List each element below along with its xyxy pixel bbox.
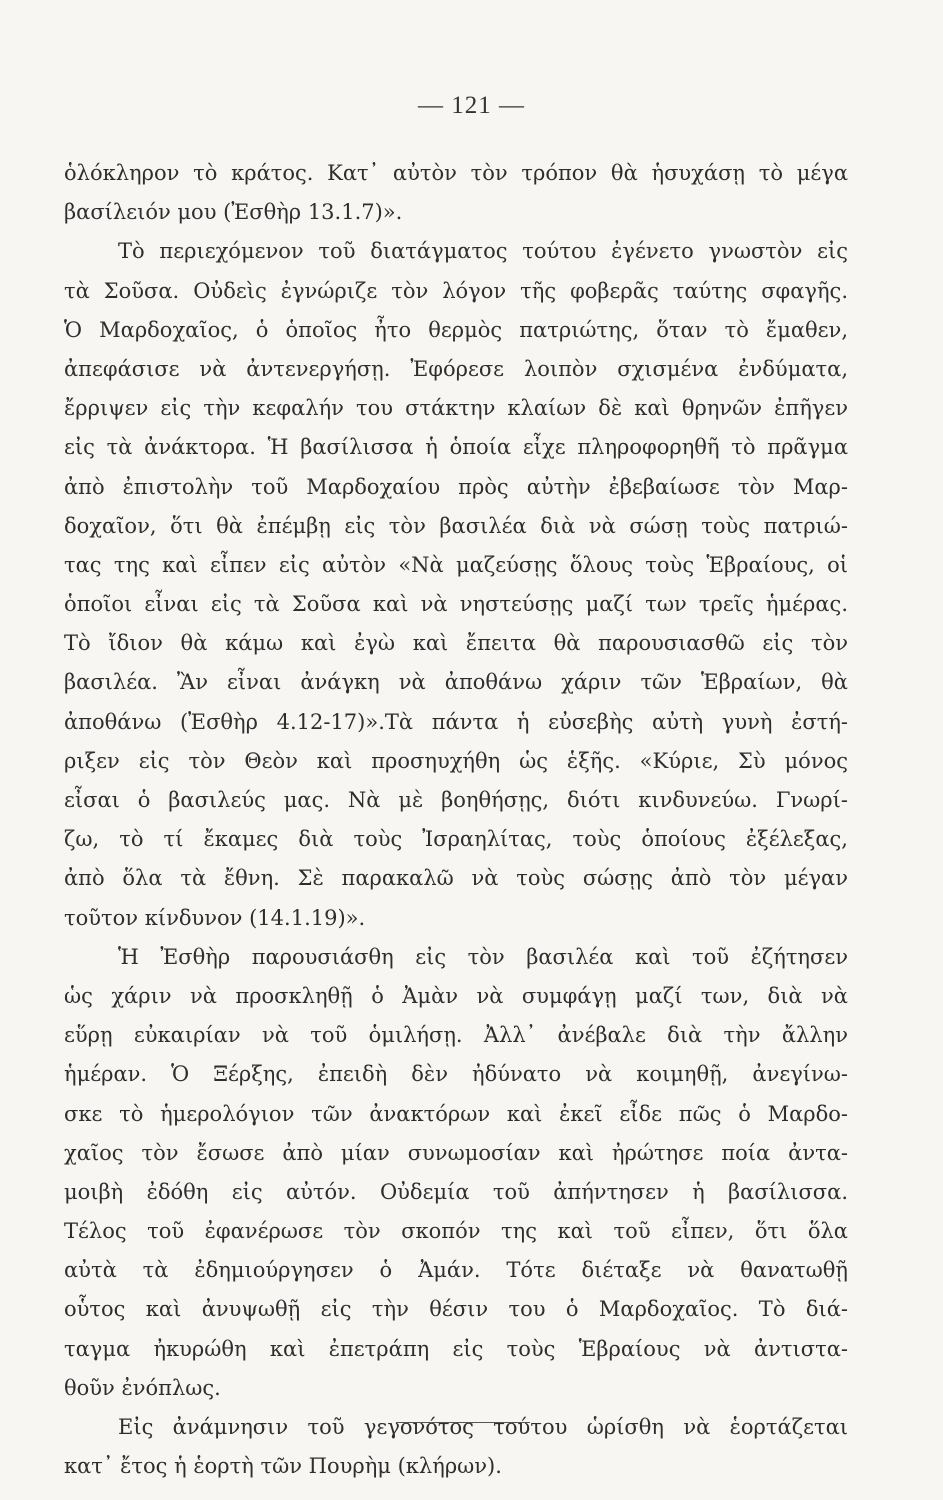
text-line: εἰς τὰ ἀνάκτορα. Ἡ βασίλισσα ἡ ὁποία εἶχε πληροφορηθῆ τὸ πρᾶγμα: [64, 435, 848, 460]
text-line: ἔρριψεν εἰς τὴν κεφαλήν του στάκτην κλαίων δὲ καὶ θρηνῶν ἐπῆγεν: [64, 396, 848, 421]
text-line: τοῦτον κίνδυνον (14.1.19)».: [64, 905, 366, 930]
text-line: ἀποθάνω (Ἐσθὴρ 4.12-17)».Τὰ πάντα ἡ εὐσεβὴς αὐτὴ γυνὴ ἐστή-: [64, 709, 848, 734]
text-line: θοῦν ἐνόπλως.: [64, 1375, 221, 1400]
text-line: ὁλόκληρον τὸ κράτος. Κατ᾽ αὐτὸν τὸν τρόπον θὰ ἡσυχάσῃ τὸ μέγα: [64, 161, 848, 185]
page-number: — 121 —: [418, 92, 525, 119]
text-line: ἀπὸ ἐπιστολὴν τοῦ Μαρδοχαίου πρὸς αὐτὴν ἐβεβαίωσε τὸν Μαρ-: [64, 474, 848, 499]
text-line: οὗτος καὶ ἀνυψωθῇ εἰς τὴν θέσιν του ὁ Μαρδοχαῖος. Τὸ διά-: [64, 1297, 848, 1322]
body-text: [64, 154, 848, 1486]
text-line: ἀπὸ ὅλα τὰ ἔθνη. Σὲ παρακαλῶ νὰ τοὺς σώσῃς ἀπὸ τὸν μέγαν: [64, 866, 848, 891]
text-line: δοχαῖον, ὅτι θὰ ἐπέμβῃ εἰς τὸν βασιλέα διὰ νὰ σώσῃ τοὺς πατριώ-: [64, 513, 848, 538]
text-line: αὐτὰ τὰ ἐδημιούργησεν ὁ Ἀμάν. Τότε διέταξε νὰ θανατωθῇ: [64, 1258, 848, 1283]
text-line: ριξεν εἰς τὸν Θεὸν καὶ προσηυχήθη ὡς ἑξῆς. «Κύριε, Σὺ μόνος: [64, 748, 848, 773]
text-line: Ἡ Ἐσθὴρ παρουσιάσθη εἰς τὸν βασιλέα καὶ τοῦ ἐζήτησεν: [118, 944, 848, 969]
text-line: εἶσαι ὁ βασιλεύς μας. Νὰ μὲ βοηθήσῃς, διότι κινδυνεύω. Γνωρί-: [64, 788, 848, 812]
text-line: τας της καὶ εἶπεν εἰς αὐτὸν «Νὰ μαζεύσῃς ὅλους τοὺς Ἑβραίους, οἱ: [64, 552, 848, 577]
text-line: βασιλέα. Ἂν εἶναι ἀνάγκη νὰ ἀποθάνω χάριν τῶν Ἑβραίων, θὰ: [64, 670, 848, 695]
text-line: ἀπεφάσισε νὰ ἀντενεργήσῃ. Ἐφόρεσε λοιπὸν σχισμένα ἐνδύματα,: [64, 356, 848, 381]
end-divider: [396, 1422, 530, 1423]
text-line: τὰ Σοῦσα. Οὐδεὶς ἐγνώριζε τὸν λόγον τῆς φοβερᾶς ταύτης σφαγῆς.: [64, 278, 848, 303]
text-line: ὡς χάριν νὰ προσκληθῇ ὁ Ἀμὰν νὰ συμφάγῃ μαζί των, διὰ νὰ: [64, 983, 848, 1008]
text-line: μοιβὴ ἐδόθη εἰς αὐτόν. Οὐδεμία τοῦ ἀπήντησεν ἡ βασίλισσα.: [64, 1179, 848, 1204]
text-line: εὕρῃ εὐκαιρίαν νὰ τοῦ ὁμιλήσῃ. Ἀλλ᾽ ἀνέβαλε διὰ τὴν ἄλλην: [64, 1023, 848, 1048]
text-line: Τέλος τοῦ ἐφανέρωσε τὸν σκοπόν της καὶ τοῦ εἶπεν, ὅτι ὅλα: [64, 1219, 848, 1244]
text-line: Εἰς ἀνάμνησιν τοῦ γεγονότος τούτου ὡρίσθη νὰ ἑορτάζεται: [118, 1415, 848, 1439]
text-line: σκε τὸ ἡμερολόγιον τῶν ἀνακτόρων καὶ ἐκεῖ εἶδε πῶς ὁ Μαρδο-: [64, 1101, 848, 1126]
text-line: Τὸ ἴδιον θὰ κάμω καὶ ἐγὼ καὶ ἔπειτα θὰ παρουσιασθῶ εἰς τὸν: [64, 631, 848, 656]
text-line: ζω, τὸ τί ἔκαμες διὰ τοὺς Ἰσραηλίτας, τοὺς ὁποίους ἐξέλεξας,: [64, 827, 848, 852]
text-line: κατ᾽ ἔτος ἡ ἑορτὴ τῶν Πουρὴμ (κλήρων).: [64, 1454, 502, 1479]
text-line: Τὸ περιεχόμενον τοῦ διατάγματος τούτου ἐγένετο γνωστὸν εἰς: [118, 239, 848, 264]
text-line: βασίλειόν μου (Ἐσθὴρ 13.1.7)».: [64, 200, 403, 225]
text-line: χαῖος τὸν ἔσωσε ἀπὸ μίαν συνωμοσίαν καὶ ἠρώτησε ποία ἀντα-: [64, 1140, 848, 1165]
text-line: ἡμέραν. Ὁ Ξέρξης, ἐπειδὴ δὲν ἠδύνατο νὰ κοιμηθῇ, ἀνεγίνω-: [64, 1062, 848, 1087]
text-line: ταγμα ἠκυρώθη καὶ ἐπετράπη εἰς τοὺς Ἑβραίους νὰ ἀντιστα-: [64, 1336, 848, 1361]
text-line: Ὁ Μαρδοχαῖος, ὁ ὁποῖος ἦτο θερμὸς πατριώτης, ὅταν τὸ ἔμαθεν,: [64, 317, 848, 342]
text-line: ὁποῖοι εἶναι εἰς τὰ Σοῦσα καὶ νὰ νηστεύσῃς μαζί των τρεῖς ἡμέρας.: [64, 592, 848, 617]
